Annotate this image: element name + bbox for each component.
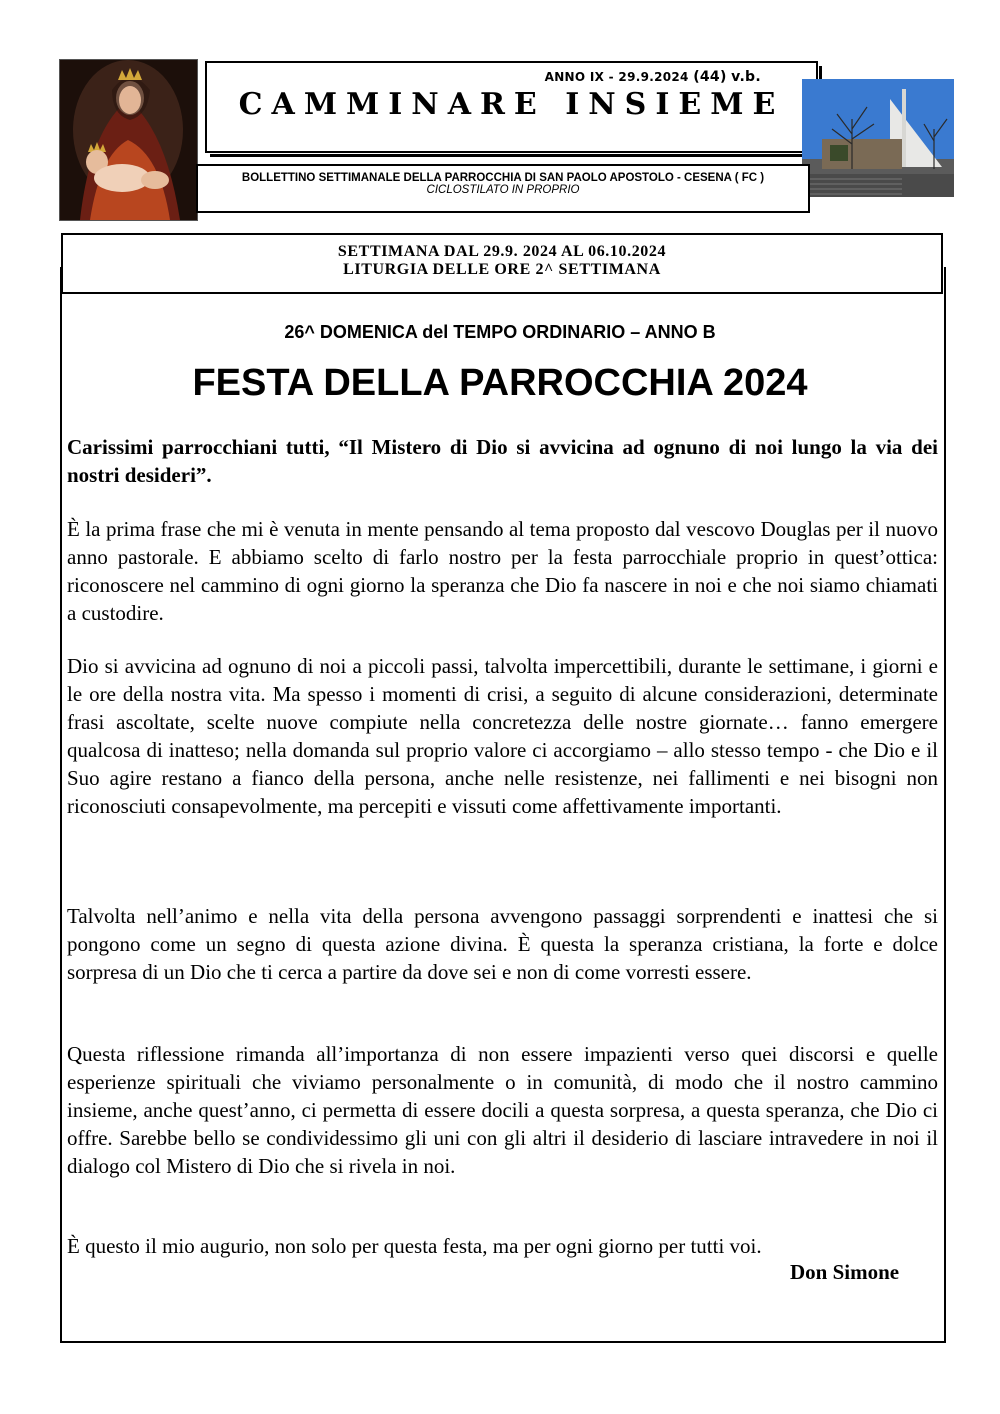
article-title: FESTA DELLA PARROCCHIA 2024: [192, 362, 808, 404]
sunday-heading: 26^ DOMENICA del TEMPO ORDINARIO – ANNO B: [284, 322, 716, 342]
masthead-title: CAMMINARE INSIEME: [238, 87, 785, 122]
issue-info: [545, 69, 761, 85]
signature: Don Simone: [790, 1260, 900, 1284]
issue-date: ANNO IX - 29.9.2024: [544, 70, 689, 84]
church-photo-image: [802, 79, 954, 197]
issue-suffix: v.b.: [731, 69, 761, 85]
article-paragraph-4: Questa riflessione rimanda all’importanza di non essere impazienti verso quei discorsi e quelle esperienze spirituali che viviamo personalmente o in comunità, di modo che il nostro cammino insieme, anche quest’anno, ci permetta di essere docili a questa sorpresa, a questa speranza, che Dio ci offre. Sarebbe bello se condividessimo gli uni con gli altri il desiderio di lasciare intravedere in noi il dialogo col Mistero di Dio che si rivela in noi.: [67, 1042, 938, 1178]
article-paragraph-1: È la prima frase che mi è venuta in mente pensando al tema proposto dal vescovo Douglas per il nuovo anno pastorale. E abbiamo scelto di farlo nostro per la festa parrocchiale proprio in quest’ottica: riconoscere nel cammino di ogni giorno la speranza che Dio fa nascere in noi e che noi siamo chiamati a custodire.: [67, 517, 938, 625]
article-paragraph-3: Talvolta nell’animo e nella vita della persona avvengono passaggi sorprendenti e inattesi che si pongono come un segno di questa azione divina. È questa la speranza cristiana, la forte e dolce sorpresa di un Dio che ti cerca a partire da dove sei e non di come vorresti essere.: [67, 904, 938, 984]
liturgy-week: LITURGIA DELLE ORE 2^ SETTIMANA: [343, 261, 661, 278]
article-intro: Carissimi parrocchiani tutti, “Il Mistero di Dio si avvicina ad ognuno di noi lungo la via dei nostri desideri”.: [67, 435, 938, 487]
week-info-box: [61, 233, 943, 294]
masthead-box: [205, 61, 818, 153]
article-paragraph-2: Dio si avvicina ad ognuno di noi a piccoli passi, talvolta impercettibili, durante le settimane, i giorni e le ore della nostra vita. Ma spesso i momenti di crisi, a seguito di alcune considerazioni, determinate frasi ascoltate, scelte nuove compiute nella concretezza delle nostre giornate… fanno emergere qualcosa di inatteso; nella domanda sul proprio valore ci accorgiamo – allo stesso tempo - che Dio e il Suo agire restano a fianco della persona, anche nelle resistenze, nei fallimenti e nei bisogni non riconosciuti consapevolmente, ma percepiti e vissuti come affettivamente importanti.: [67, 654, 938, 818]
bulletin-subtitle: BOLLETTINO SETTIMANALE DELLA PARROCCHIA DI SAN PAOLO APOSTOLO - CESENA ( FC ): [241, 172, 765, 184]
bulletin-print-note: CICLOSTILATO IN PROPRIO: [426, 184, 580, 196]
issue-number: (44): [693, 69, 727, 85]
madonna-painting-image: [59, 59, 198, 221]
article-paragraph-5: È questo il mio augurio, non solo per questa festa, ma per ogni giorno per tutti voi.: [67, 1234, 762, 1258]
bulletin-subtitle-box: [196, 164, 810, 213]
week-dates: SETTIMANA DAL 29.9. 2024 AL 06.10.2024: [337, 243, 667, 260]
